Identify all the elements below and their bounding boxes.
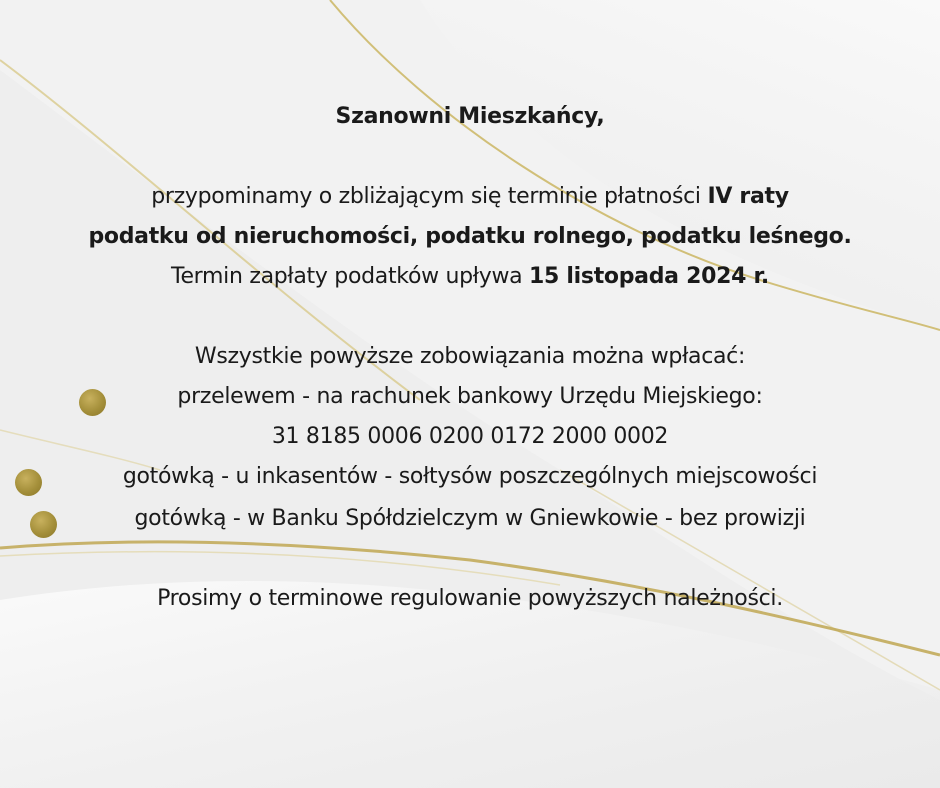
closing: Prosimy o terminowe regulowanie powyższych należności. bbox=[157, 586, 783, 611]
payment-item-transfer: przelewem - na rachunek bankowy Urzędu Miejskiego: bbox=[177, 384, 763, 409]
greeting: Szanowni Mieszkańcy, bbox=[335, 104, 605, 129]
payment-intro: Wszystkie powyższe zobowiązania można wpłacać: bbox=[194, 344, 746, 369]
reminder-line-2: podatku od nieruchomości, podatku rolnego, podatku leśnego. bbox=[88, 224, 852, 249]
deadline-line: Termin zapłaty podatków upływa 15 listopada 2024 r. bbox=[171, 264, 769, 289]
bank-account-number: 31 8185 0006 0200 0172 2000 0002 bbox=[271, 424, 669, 449]
payment-item-collectors: gotówką - u inkasentów - sołtysów poszczególnych miejscowości bbox=[122, 464, 818, 489]
reminder-line-1: przypominamy o zbliżającym się terminie płatności IV raty bbox=[151, 184, 789, 209]
payment-item-bank: gotówką - w Banku Spółdzielczym w Gniewkowie - bez prowizji bbox=[134, 506, 806, 531]
